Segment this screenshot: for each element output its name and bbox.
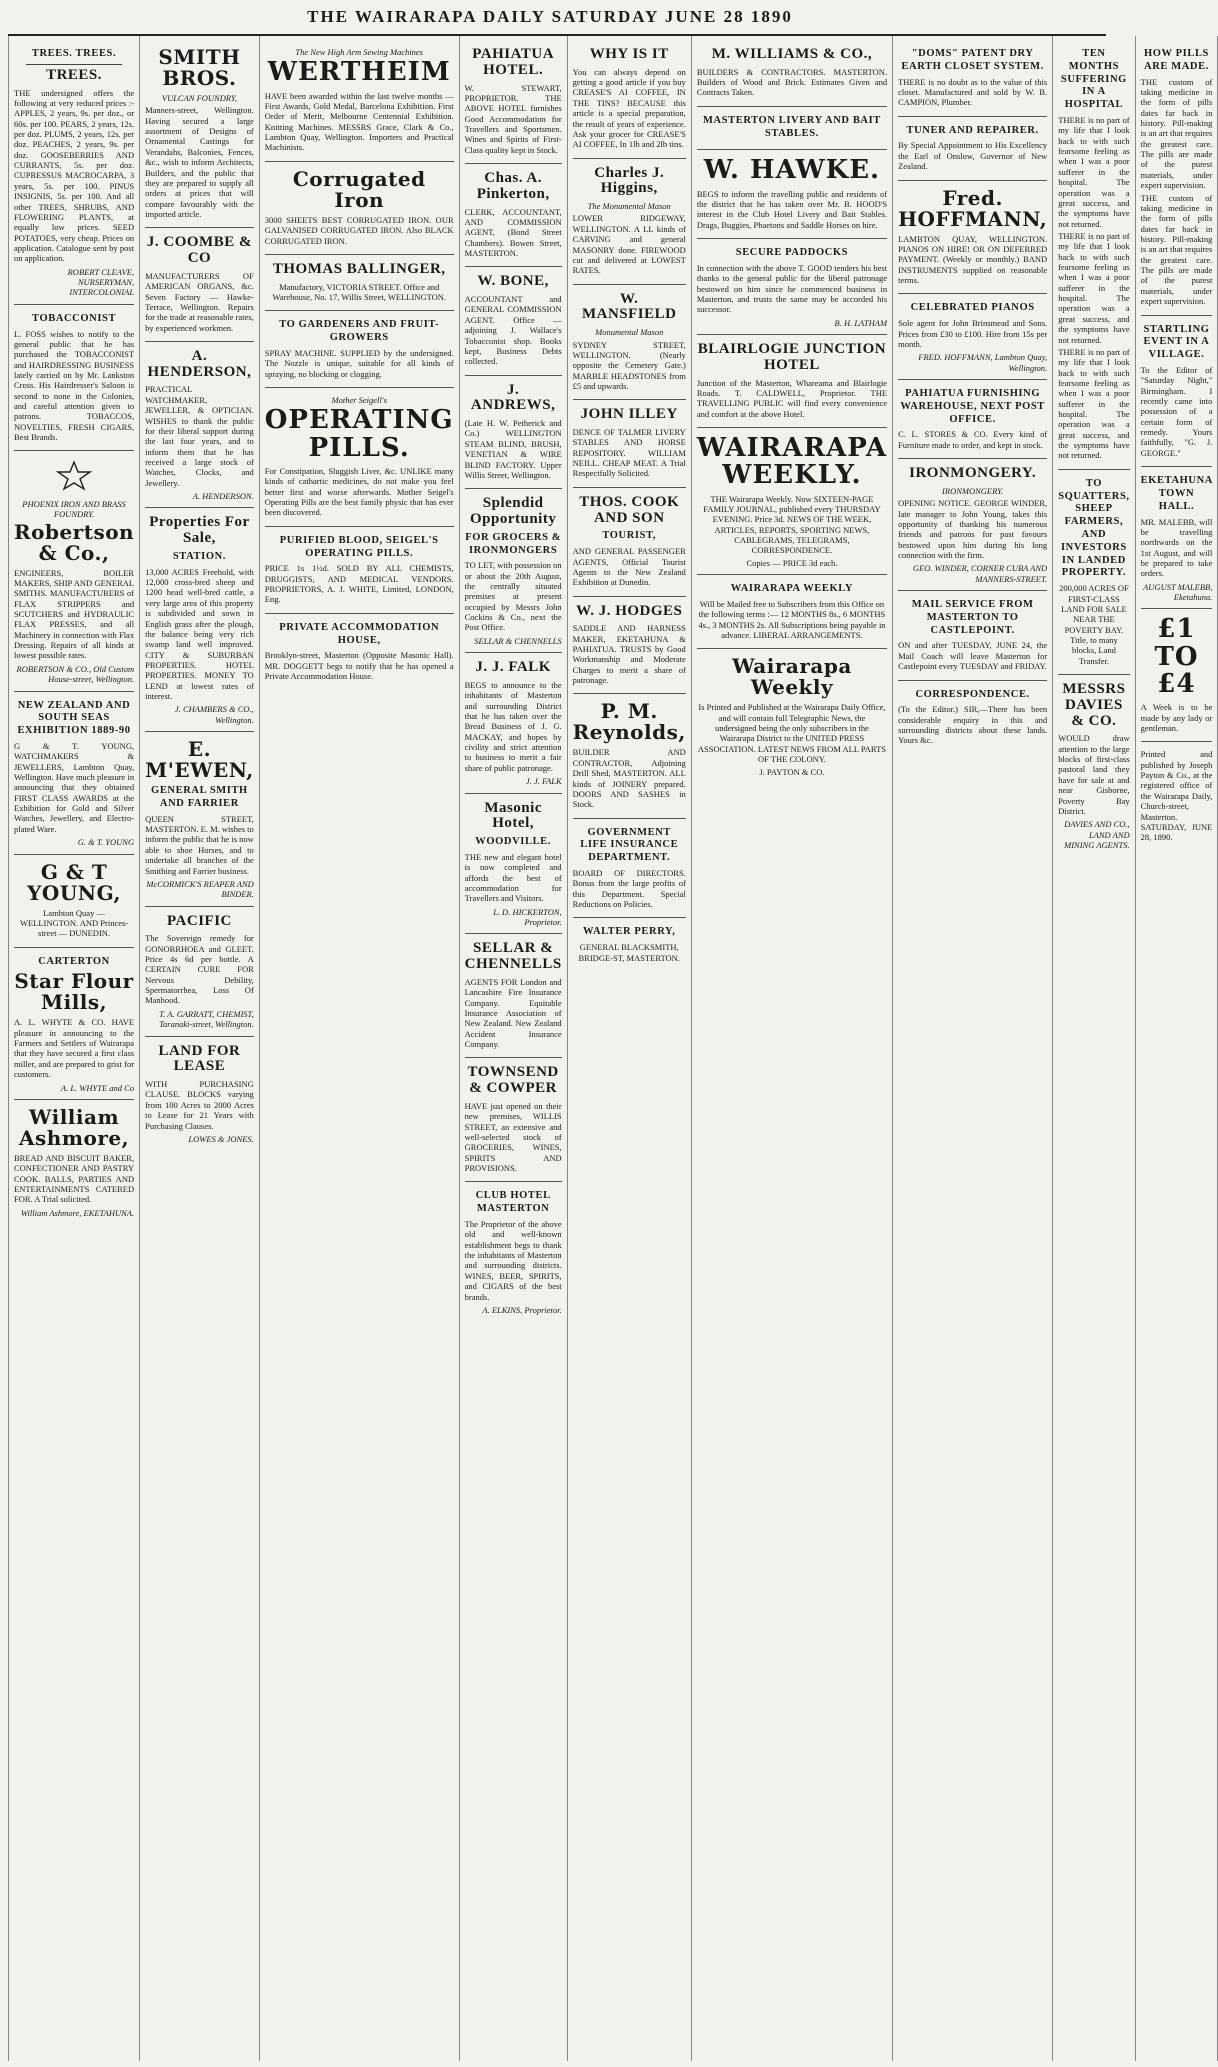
ad-subtitle: Star Flour Mills, [14,969,134,1015]
ad-body: In connection with the above T. GOOD tenders his best thanks to the general public for the liberal patronage bestowed on him since he commenced business in Masterton, and trusts the same may be accorded his successor. [696,262,888,315]
ad-title: BLAIRLOGIE JUNCTION HOTEL [697,341,887,373]
ironmongery-ad [898,459,1047,591]
ad-title: E. M'EWEN, [145,737,254,783]
ad-body: HAVE been awarded within the last twelve months — First Awards, Gold Medal, Barcelona Exhibition. First Order of Merit, Melbourne Centennial Exhibition. Knitting Machines. MESSRS Grace, Clark & Co., Lambton Quay, Wellington. Importers and Practical Machinists. [264,90,454,153]
weekly-subscription-ad [697,575,887,649]
young-exhibition-ad [14,692,134,855]
club-hotel-ad [465,1182,562,1321]
ad-body: THE custom of taking medicine in the form of pills dates far back in history. Pill-making is an art that requires the greatest care. The pills are made of the purest materials, under expert supervision. [1140,192,1213,307]
ad-title: W. BONE, [477,273,549,290]
ad-title: CORRESPONDENCE. [915,688,1030,700]
ad-title: Wairarapa Weekly [732,654,852,700]
ad-body: A Week is to be made by any lady or gentleman. [1140,702,1213,733]
ad-title: NEW ZEALAND AND SOUTH SEAS EXHIBITION 1889-90 [17,699,131,737]
ad-title: WHY IS IT [589,46,669,62]
ad-body: 13,000 ACRES Freehold, with 12,000 cross-bred sheep and 1200 head well-bred cattle, a very large area of this property is subdivided and sown in English grass after the plough, the balance being very rich swamp land well improved. CITY & SUBURBAN PROPERTIES. HOTEL PROPERTIES. MONEY TO LEND at lowest rates of interest. [145,566,254,702]
seigel-price-ad [265,527,454,614]
ad-title: THOS. COOK AND SON [579,493,680,526]
ad-title: WAIRARAPA WEEKLY. [696,433,888,491]
columns [8,36,1213,2061]
pianos-ad [898,294,1047,380]
ad-body: Sole agent for John Brinsmead and Sons. Prices from £30 to £100. Hire from 15s per month. [898,318,1048,349]
ad-title: HOW PILLS ARE MADE. [1143,48,1210,72]
ad-title: W. HAWKE. [703,155,881,186]
ad-title: PURIFIED BLOOD, SEIGEL'S OPERATING PILLS. [279,534,439,559]
ad-body: PRICE 1s 1½d. SOLD BY ALL CHEMISTS, DRUGGISTS, AND MEDICAL VENDORS. PROPRIETORS, A. J. WHITE, Limited, LONDON, Eng. [264,563,454,605]
ad-body: To the Editor of "Saturday Night," Birmingham. I recently came into possession of a certain form of remedy. Yours faithfully, "G. J. GEORGE." [1140,364,1213,458]
ad-body: LOWER RIDGEWAY, WELLINGTON. A LL kinds of CARVING and general MASONRY done. FIREWOOD cut and delivered at LOWEST RATES. [572,213,686,276]
ad-body: Printed and published by Joseph Payton & Co., at the registered office of the Wairarapa Daily, Church-street, Masterton. SATURDAY, JUNE 28, 1890. [1140,749,1213,843]
ad-body: By Special Appointment to His Excellency the Earl of Onslow, Governor of New Zealand. [898,140,1048,172]
ad-title: W. J. HODGES [576,602,683,619]
ad-subtitle: FOR GROCERS & IRONMONGERS [465,531,562,556]
ad-title: EKETAHUNA TOWN HALL. [1140,475,1213,512]
ad-title: £1 TO £4 [1154,614,1199,699]
ad-title: PRIVATE ACCOMMODATION HOUSE, [279,621,440,646]
ad-title: G & T YOUNG, [27,859,121,905]
star-flour-mills-ad [14,948,134,1100]
ad-body: ACCOUNTANT and GENERAL COMMISSION AGENT. Office — adjoining J. Wallace's Tobacconist shop. Books kept, Business Debts collected. [464,294,562,367]
masthead [8,0,1106,36]
mansfield-ad [573,285,686,401]
andrews-ad [465,376,562,490]
ad-body: THERE is no part of my life that I look back to with such fearsome feeling as when I was a poor sufferer in the hospital. The operation was a great success, and the symptoms have not returned. [1058,114,1130,229]
pills-article [1141,40,1213,316]
ad-title: Corrugated Iron [292,166,426,212]
ad-signature: J. J. FALK [525,776,562,787]
ad-signature: B. H. LATHAM [834,317,888,328]
ad-body: DENCE OF TALMER LIVERY STABLES AND HORSE REPOSITORY. WILLIAM NEILL. CHEAP MEAT. A Trial Respectfully Solicited. [572,427,686,479]
ad-body: WOULD draw attention to the large blocks of first-class pastoral land they have for sale at and near Gisborne, Poverty Bay District. [1058,733,1130,816]
ad-signature: SELLAR & CHENNELLS [474,635,562,646]
ad-title: PACIFIC [166,912,232,929]
ad-title: IRONMONGERY. [909,465,1037,482]
ad-body: W. STEWART, PROPRIETOR. THE ABOVE HOTEL furnishes Good Accommodation for Travellers and Sportsmen. Wines and Spirits of First-Class quality kept in Stock. [464,82,562,155]
ad-body: MR. MALEBB, will be travelling northwards on the 1st August, and will be prepared to take orders. [1140,516,1213,579]
ad-title: CLUB HOTEL MASTERTON [475,1190,551,1215]
ad-title: TREES. [46,66,103,83]
ad-signature: William Ashmore, EKETAHUNA. [20,1207,135,1218]
ad-body: G & T. YOUNG, WATCHMAKERS & JEWELLERS, Lambton Quay, Wellington. Have much pleasure in announcing that they obtained FIRST CLASS AWARDS at the Exhibition for Gold and Silver Watches, Jewellery, and Electro-plated Ware. [14,740,135,834]
trees-ad [14,40,134,305]
crease-coffee-ad [573,40,686,159]
ad-title: A. HENDERSON, [147,347,252,380]
ad-title: WERTHEIM [267,57,451,88]
ad-body: (Late H. W. Petherick and Co.) WELLINGTON STEAM BLIND, BRUSH, VENETIAN & WIRE BLIND FACTORY. Upper Willis Street, Wellington. [464,418,562,480]
column-3 [260,36,460,2061]
ad-title: Splendid Opportunity [469,495,557,527]
ad-subtitle: Monumental Mason [595,327,664,338]
ad-signature: T. A. GARRATT, CHEMIST, Taranaki-street, Wellington. [159,1008,254,1030]
ad-body: THE undersigned offers the following at very reduced prices :- APPLES, 2 years, 9s. per doz., or 60s. per 100. PEARS, 2 years, 12s. per doz. PLUMS, 2 years, 12s. per doz. PEACHES, 2 years, 9s. per doz. GOOSEBERRIES AND CURRANTS, 5s. per doz. CUPRESSUS MACROCARPA, 3 years, 5s. per 100. PINUS INSIGNIS, 5s. per 100. And all other TREES, SHRUBS, AND FLOWERING PLANTS, at equally low prices. SEED POTATOES, very cheap. Prices on application. Catalogue sent by post on application. [14,87,135,264]
ad-subtitle: The New High Arm Sewing Machines [295,47,423,57]
weekly-news-ad [697,649,887,783]
secure-paddocks-ad [697,239,887,335]
falk-ad [465,653,562,793]
ad-title: J. J. FALK [475,659,551,676]
ad-signature: A. L. WHYTE and Co [60,1082,135,1093]
ad-body: THERE is no part of my life that I look back to with such fearsome feeling as when I was a poor sufferer in the hospital. The operation was a great success, and the symptoms have not returned. [1058,346,1130,461]
ad-title: MASTERTON LIVERY AND BAIT STABLES. [702,114,881,139]
ad-subtitle: The Monumental Mason [587,201,671,212]
ad-title: OPERATING PILLS. [264,405,454,463]
imprint [1141,742,1213,850]
ad-body: You can always depend on getting a good article if you buy CREASE'S AI COFFEE, IN THE TINS? BECAUSE this article is a special preparation, the result of years of experience. Ask your grocer for CREASE'S AI COFFEE, In 1lb and 2lb tins. [572,66,686,150]
ad-subtitle: VULCAN FOUNDRY, [161,93,237,103]
ad-body: MANUFACTURERS OF AMERICAN ORGANS, &c. Seven Factory — Hawke-Terrace, Wellington. Repairs for the trade at reasonable rates, by experienced workmen. [145,270,254,333]
pinkerton-ad [465,164,562,267]
ad-subtitle: WOODVILLE. [475,836,552,848]
ad-title: LAND FOR LEASE [158,1042,241,1075]
ad-body: SPRAY MACHINE. SUPPLIED by the undersigned. The Nozzle is unique, suitable for all kinds of spraying, no blocking or clogging. [264,347,454,379]
tuner-ad [898,117,1047,181]
ad-body: CLERK, ACCOUNTANT, AND COMMISSION AGENT, (Bond Street Chambers). Bowen Street, MASTERTON. [464,206,562,258]
column-6 [692,36,893,2061]
ad-signature: ROBERTSON & CO., Old Custom House-street, Wellington. [16,663,135,685]
ad-body: BEGS to announce to the inhabitants of Masterton and surrounding District that he has taken over the Bread Business of J. G. MACKAY, and hopes by civility and strict attention to business to merit a fair share of public patronage. [464,679,562,773]
dry-earth-closet-ad [898,40,1047,117]
ad-subtitle: PHOENIX IRON AND BRASS FOUNDRY. [22,498,126,520]
squatters-ad [1058,470,1129,675]
ad-signature: LOWES & JONES. [188,1133,254,1144]
ad-body: C. L. STORES & CO. Every kind of Furniture made to order, and kept in stock. [898,429,1048,450]
column-1 [9,36,140,2061]
column-9 [1136,36,1218,2061]
ballinger-ad [265,255,454,311]
ad-body: Junction of the Masterton, Whareama and Blairlogie Roads. T. CALDWELL, Proprietor. THE TRAVELLING PUBLIC will find every convenience and comfort at the above Hotel. [696,377,888,419]
ad-body: THERE is no part of my life that I look back to with such fearsome feeling as when I was a poor sufferer in the hospital. The operation was a great success, and the symptoms have not returned. [1058,230,1130,345]
townsend-cowper-ad [465,1058,562,1182]
land-lease-ad [145,1037,254,1151]
ad-subtitle: STATION. [172,550,226,562]
ad-body: BUILDERS & CONTRACTORS. MASTERTON. Builders of Wood and Brick. Estimates Given and Contracts Taken. [696,66,888,98]
ad-body: PRACTICAL WATCHMAKER, JEWELLER, & OPTICIAN. WISHES to thank the public for their liberal support during the last four years, and to inform them that he has received a large stock of Watches, Clocks, and Jewellery. [145,384,254,488]
ad-title: P. M. Reynolds, [572,699,686,745]
ad-subtitle: GENERAL SMITH AND FARRIER [151,785,248,809]
village-event-article [1141,316,1213,468]
ad-signature: ROBERT CLEAVE, NURSERYMAN, INTERCOLONIAL [67,266,135,298]
ad-title: "DOMS" PATENT DRY EARTH CLOSET SYSTEM. [901,48,1044,72]
column-4 [460,36,568,2061]
davies-ad [1058,675,1129,856]
wairarapa-weekly-ad [697,428,887,575]
blairlogie-hotel-ad [697,335,887,428]
mail-service-ad [898,591,1047,680]
ad-title: Chas. A. Pinkerton, [476,170,550,202]
illey-ad [573,400,686,488]
ad-title: TOWNSEND & COWPER [467,1064,559,1097]
ad-body: Manners-street, Wellington. Having secured a large assortment of Designs of Ornamental Castings for Verandahs, Balconies, Fences, &c., wish to inform Architects, Builders, and the public that they are prepared to supply all orders at prices that will compare favourably with the imported article. [145,105,254,219]
weekly-income-ad [1141,609,1213,742]
ad-title: GOVERNMENT LIFE INSURANCE DEPARTMENT. [580,826,679,864]
ad-title: WALTER PERRY, [583,926,676,938]
ad-title: WAIRARAPA WEEKLY [730,583,854,595]
ad-body: LAMBTON QUAY, WELLINGTON. PIANOS ON HIRE! OR ON DEFERRED PAYMENT. (Weekly or monthly.) BAND INSTRUMENTS supplied on reasonable terms. [898,233,1048,285]
column-5 [568,36,692,2061]
masonic-hotel-ad [465,794,562,935]
ad-body: 200,000 ACRES OF FIRST-CLASS LAND FOR SALE NEAR THE POVERTY BAY. Title, to many blocks, Land Transfer. [1059,583,1129,666]
ad-title: PAHIATUA FURNISHING WAREHOUSE, NEXT POST OFFICE. [900,387,1045,425]
correspondence-ad [898,681,1047,754]
ad-body: 3000 SHEETS BEST CORRUGATED IRON. OUR GALVANISED CORRUGATED IRON. Also BLACK CORRUGATED IRON. [264,214,454,246]
splendid-opportunity-ad [465,489,562,653]
ad-title: M. WILLIAMS & CO., [711,46,873,62]
ad-signature: A. ELKINS, Proprietor. [482,1304,562,1315]
ad-body: Manufactory, VICTORIA STREET. Office and Warehouse, No. 17, Willis Street, WELLINGTON. [272,281,447,302]
ad-body: ENGINEERS, BOILER MAKERS, SHIP AND GENERAL SMITHS. MANUFACTURERS of FLAX STRIPPERS and SCUTCHERS and HYDRAULIC FLAX PRESSES, and all Machinery in connection with Flax Dressing. Repairs of all kinds at lowest possible rates. [14,567,135,661]
ad-body: Brooklyn-street, Masterton (Opposite Masonic Hall). MR. DOGGETT begs to notify that he has opened a Private Accommodation House. [264,650,454,682]
ad-subtitle: TOURIST, [602,530,657,542]
ad-title: CARTERTON [38,955,110,967]
ad-title: SMITH BROS. [158,45,241,90]
ad-body: AGENTS FOR London and Lancashire Fire Insurance Company. Equitable Insurance Association of New Zealand. New Zealand Accident Insurance Company. [464,976,562,1050]
ad-title: Robertson & Co., [14,519,135,565]
ad-title: Charles J. Higgins, [594,164,665,197]
thos-cook-ad [573,488,686,597]
henderson-ad [145,342,254,508]
ad-body: Is Printed and Published at the Wairarapa Daily Office, and will contain full Telegraphic News, the undersigned being the only subscribers in the Wairarapa District to the UNITED PRESS ASSOCIATION. LATEST NEWS FROM ALL PARTS OF THE COLONY. [697,702,886,765]
ad-body: THE custom of taking medicine in the form of pills dates far back in history. Pill-making is an art that requires the greatest care. The pills are made of the purest materials, under expert supervision. [1140,76,1213,191]
ad-body: BUILDER AND CONTRACTOR, Adjoining Drill Shed, MASTERTON. ALL kinds of JOINERY prepared. DOORS AND SASHES in Stock. [572,747,686,810]
ad-title: J. ANDREWS, [470,381,556,414]
ad-title: PAHIATUA HOTEL. [472,46,555,78]
ad-signature: A. HENDERSON. [192,491,254,502]
accommodation-ad [265,614,454,690]
column-8 [1053,36,1135,2061]
williams-builders-ad [697,40,887,107]
ad-body: BREAD AND BISCUIT BAKER, CONFECTIONER AND PASTRY COOK. BALLS, PARTIES AND ENTERTAINMENTS CATERED FOR. A Trial solicited. [14,1152,135,1205]
ad-title: MAIL SERVICE FROM MASTERTON TO CASTLEPOINT. [911,599,1034,636]
foundry-emblem-icon [56,460,92,490]
ad-body: THE new and elegant hotel is now completed and affords the best of accommodation for Travellers and Visitors. [464,851,562,904]
ad-title: TEN MONTHS SUFFERING IN A HOSPITAL [1060,48,1127,111]
column-1-header: TREES. TREES. [31,48,117,59]
ad-title: Masonic Hotel, [484,799,542,832]
ad-body: AND GENERAL PASSENGER AGENTS, Official Tourist Agents to the New Zealand Exhibition at Dunedin. [572,546,686,588]
ad-signature: J. PAYTON & CO. [759,766,825,777]
coombe-ad [145,228,254,342]
masthead-title: THE WAIRARAPA DAILY SATURDAY JUNE 28 1890 [307,7,793,26]
robertson-ad [14,451,134,691]
ad-title: TOBACCONIST [32,312,117,324]
ad-signature: G. & T. YOUNG [77,837,135,848]
ashmore-ad [14,1100,134,1224]
ad-body: QUEEN STREET, MASTERTON. E. M. wishes to inform the public that he is now able to shoe Horses, and to undertake all branches of the Smithing and Farrier business. [145,813,254,876]
ad-body: Will be Mailed free to Subscribers from this Office on the following terms :— 12 MONTHS 8s., 6 MONTHS 4s., 3 MONTHS 2s. All Subscriptions being payable in advance. LIBERAL ARRANGEMENTS. [698,598,886,641]
bone-ad [465,267,562,375]
ad-title: MESSRS DAVIES & CO. [1062,681,1126,729]
ad-signature: DAVIES AND CO., LAND AND MINING AGENTS. [1064,819,1130,850]
reynolds-ad [573,694,686,818]
ad-title: TO SQUATTERS, SHEEP FARMERS, AND INVESTORS IN LANDED PROPERTY. [1058,477,1130,579]
ad-body: A. L. WHYTE & CO. HAVE pleasure in announcing to the Farmers and Settlers of Wairarapa that they have secured a first class miller, and are prepared to grist for customers. [14,1017,135,1080]
ad-title: CELEBRATED PIANOS [910,302,1035,314]
ad-body: GENERAL BLACKSMITH, BRIDGE-ST, MASTERTON. [578,942,680,963]
column-2 [140,36,260,2061]
ad-subtitle: Mother Seigell's [331,395,387,406]
ad-signature: J. CHAMBERS & CO., Wellington. [174,704,254,725]
ad-body: For Constipation, Sluggish Liver, &c. UNLIKE many kinds of cathartic medicines, do not make you feel better first and worse afterwards. Mother Seigel's Operating Pills are the best family physic that has ever been discovered. [264,465,454,518]
ad-body: WITH PURCHASING CLAUSE. BLOCKS varying from 100 Acres to 2000 Acres to Lease for 21 Years with Purchasing Clauses. [145,1079,254,1131]
ad-body: BEGS to inform the travelling public and residents of the district that he has taken over Mr. B. HOOD'S interest in the Club Hotel Livery and Bait Stables. Drags, Buggies, Phaetons and Saddle Horses on hire. [696,188,888,230]
ad-signature: L. D. HICKERTON, Proprietor. [493,906,562,927]
ad-title: W. MANSFIELD [581,290,677,323]
ad-body: SYDNEY STREET, WELLINGTON. (Nearly opposite the Cemetery Gate.) MARBLE HEADSTONES from £5 and upwards. [572,339,686,391]
ad-title: JOHN ILLEY [580,406,678,423]
ad-signature: McCORMICK'S REAPER AND BINDER. [146,878,254,900]
ad-signature: AUGUST MALEBB, Eketahuna. [1143,581,1213,603]
ad-body: THERE is no doubt as to the value of this closet. Manufactured and sold by W. B. CAMPION, Plumber. [898,76,1048,108]
ad-body: The Proprietor of the above old and well-known establishment begs to thank the inhabitants of Masterton and surrounding districts. WINES, BEER, SPIRITS, and CIGARS of the best brands. [464,1218,562,1302]
ad-body: (To the Editor.) SIR,—There has been considerable enquiry in this and surrounding districts about these lands. Yours &c. [898,704,1048,746]
operating-pills-ad [265,388,454,527]
spray-machine-ad [265,311,454,388]
livery-stables-ad [697,107,887,151]
ad-signature: FRED. HOFFMANN, Lambton Quay, Wellington. [918,352,1048,373]
hawke-ad [697,150,887,239]
ad-body: OPENING NOTICE. GEORGE WINDER, late manager to John Young, takes this opportunity of thanking his numerous friends and patrons for past favours bestowed upon him during his long connection with the firm. [898,498,1048,560]
ad-body: HAVE just opened on their new premises, WILLIS STREET, an extensive and well-selected stock of GROCERIES, WINES, SPIRITS AND PROVISIONS. [464,1100,562,1174]
ad-title: Fred. HOFFMANN, [898,185,1048,231]
ad-signature: Copies — PRICE 3d each. [746,557,838,568]
ad-signature: GEO. WINDER, CORNER CUBA AND MANNERS-STREET. [912,563,1048,584]
hospital-story-ad [1058,40,1129,470]
ad-body: SADDLE AND HARNESS MAKER, EKETAHUNA & PAHIATUA. TRUSTS by Good Workmanship and Moderate Charges to merit a share of patronage. [572,623,686,686]
ad-title: TO GARDENERS AND FRUIT-GROWERS [279,319,440,344]
ad-title: STARTLING EVENT IN A VILLAGE. [1143,323,1210,361]
eketahuna-town-hall-ad [1141,467,1213,609]
higgins-ad [573,159,686,285]
mewen-ad [145,732,254,906]
hoffmann-ad [898,181,1047,295]
ad-body: THE Wairarapa Weekly. Now SIXTEEN-PAGE FAMILY JOURNAL, published every THURSDAY EVENING. Price 3d. NEWS OF THE WEEK, ARTICLES, REPORTS, SPORTING NEWS, CABLEGRAMS, TELEGRAMS, CORRESPONDENCE. [703,493,881,556]
ad-title: William Ashmore, [19,1104,130,1150]
properties-ad [145,508,254,732]
ad-title: SELLAR & CHENNELLS [464,940,562,973]
ad-title: Properties For Sale, [149,514,250,547]
ad-body: Lambton Quay — WELLINGTON. AND Princes-street — DUNEDIN. [19,907,129,939]
ad-body: BOARD OF DIRECTORS. Bonus from the large profits of this Department. Special Reductions on Policies. [572,868,686,910]
ad-title: SECURE PADDOCKS [735,247,849,259]
column-7 [893,36,1053,2061]
young-address-ad [14,855,134,948]
government-insurance-ad [573,819,686,919]
ad-body: TO LET, with possession on or about the 20th August, the centrally situated premises at present occupied by Messrs John Cockins & Co., next the Post Office. [464,560,562,633]
ad-body: ON and after TUESDAY, JUNE 24, the Mail Coach will leave Masterton for Castlepoint every TUESDAY and FRIDAY. [898,640,1048,672]
ad-subtitle: IRONMONGERY. [942,485,1004,496]
ad-title: J. COOMBE & CO [146,234,252,267]
ad-body: The Sovereign remedy for GONORRHOEA and GLEET. Price 4s 6d per bottle. A CERTAIN CURE FOR Nervous Debility, Spermatorrhea, Loss Of Manhood. [145,933,254,1006]
pacific-ad [145,907,254,1037]
wertheim-ad [265,40,454,162]
smith-bros-ad [145,40,254,228]
hodges-ad [573,597,686,695]
corrugated-iron-ad [265,162,454,255]
furnishing-warehouse-ad [898,380,1047,459]
ad-body: L. FOSS wishes to notify to the general public that he has purchased the TOBACCONIST and HAIRDRESSING BUSINESS lately carried on by Mr. Lankston Cross. His Hairdresser's Saloon is second to none in the Colonies, and careful attention given to patrons. TOBACCOS, NOVELTIES, FRESH CIGARS, Best Brands. [14,328,135,443]
ad-title: THOMAS BALLINGER, [272,260,446,277]
pahiatua-hotel-ad [465,40,562,164]
perry-ad [573,918,686,971]
tobacconist-ad [14,305,134,452]
ad-title: TUNER AND REPAIRER. [906,124,1039,136]
sellar-chennells-ad [465,934,562,1058]
